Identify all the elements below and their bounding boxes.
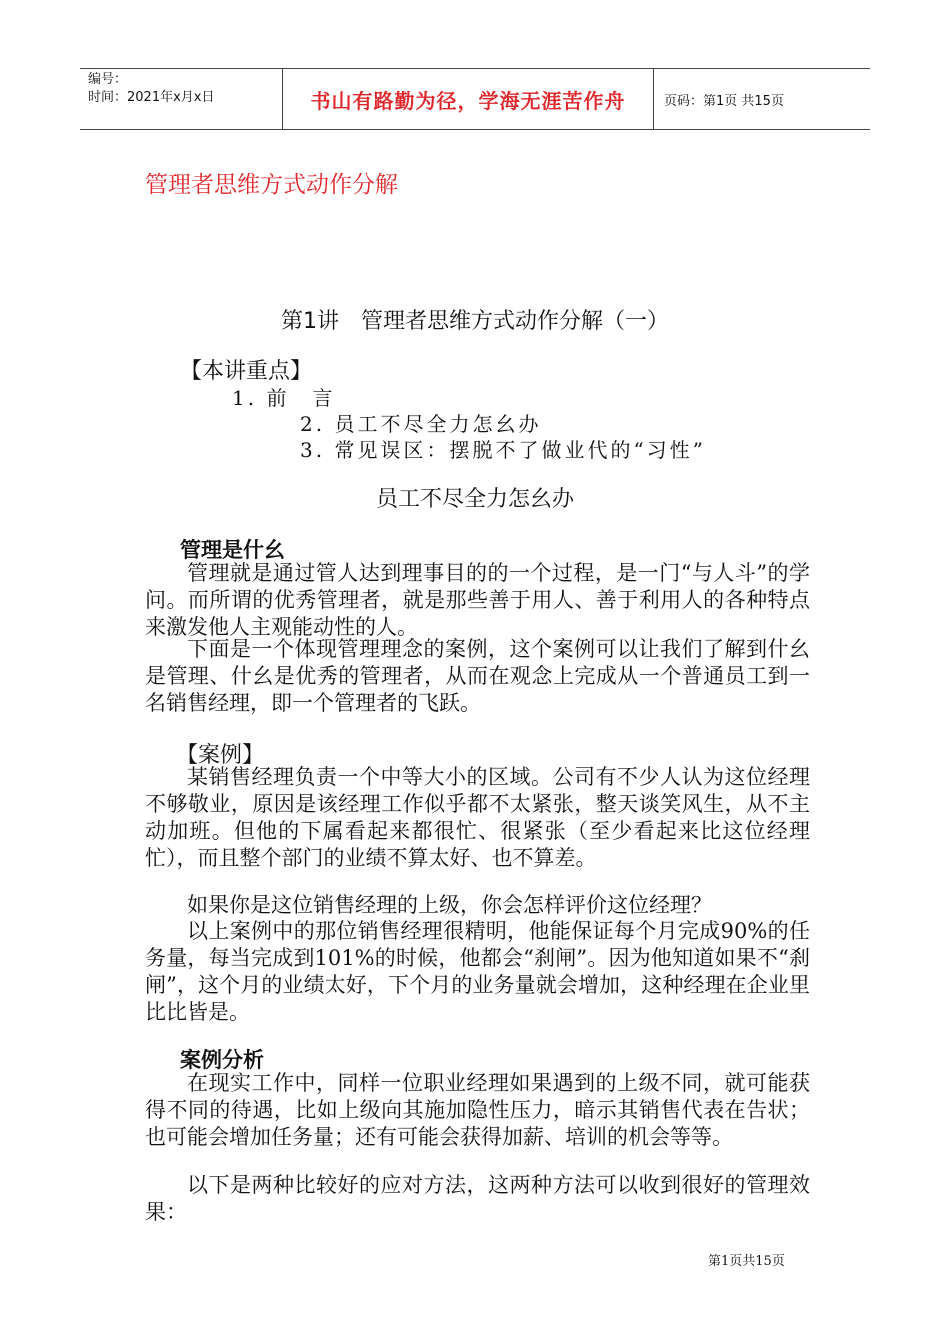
lecture-title: 第1讲 管理者思维方式动作分解（一）: [281, 309, 669, 334]
document-title: 管理者思维方式动作分解: [145, 172, 398, 198]
header-meta: [80, 69, 282, 129]
case-paragraph-1: 某销售经理负责一个中等大小的区域。公司有不少人认为这位经理不够敬业，原因是该经理工作似乎都不太紧张，整天谈笑风生，从不主动加班。但他的下属看起来都很忙、很紧张（至少看起来比这位经理忙），而且整个部门的业绩不算太好、也不算差。: [145, 765, 810, 870]
page-footer: 第1页共15页: [708, 1254, 785, 1269]
analysis-paragraph-1: 在现实工作中，同样一位职业经理如果遇到的上级不同，就可能获得不同的待遇，比如上级向其施加隐性压力，暗示其销售代表在告状；也可能会增加任务量；还有可能会获得加薪、培训的机会等等。: [145, 1071, 810, 1149]
focus-heading: 【本讲重点】: [180, 359, 313, 384]
header-number: 编号：: [88, 72, 128, 87]
focus-item-3: 3. 常见误区：摆脱不了做业代的“习性”: [300, 438, 706, 462]
management-paragraph-1: 管理就是通过管人达到理事目的的一个过程，是一门“与人斗”的学问。而所谓的优秀管理者，就是那些善于用人、善于利用人的各种特点来激发他人主观能动性的人。: [145, 561, 810, 639]
management-heading: 管理是什幺: [180, 538, 285, 562]
focus-item-2: 2. 员工不尽全力怎幺办: [300, 412, 542, 436]
header-page: 页码：第1页 共15页: [664, 93, 784, 109]
case-heading: 【案例】: [176, 743, 265, 768]
analysis-heading: 案例分析: [180, 1048, 264, 1072]
case-paragraph-3: 以上案例中的那位销售经理很精明，他能保证每个月完成90%的任务量，每当完成到101%的时候，他都会“刹闸”。因为他知道如果不“刹闸”，这个月的业绩太好，下个月的业务量就会增加，这种经理在企业里比比皆是。: [145, 919, 810, 1024]
header-motto: 书山有路勤为径，学海无涯苦作舟: [282, 69, 654, 129]
case-paragraph-2: 如果你是这位销售经理的上级，你会怎样评价这位经理？: [187, 893, 712, 917]
analysis-paragraph-2: 以下是两种比较好的应对方法，这两种方法可以收到很好的管理效果：: [145, 1173, 810, 1224]
page-header: [80, 68, 870, 130]
section-title: 员工不尽全力怎幺办: [375, 487, 574, 512]
management-paragraph-2: 下面是一个体现管理理念的案例，这个案例可以让我们了解到什幺是管理、什幺是优秀的管理者，从而在观念上完成从一个普通员工到一名销售经理，即一个管理者的飞跃。: [145, 637, 810, 715]
header-time: 时间：2021年x月x日: [88, 90, 215, 105]
focus-item-1: 1. 前 言: [232, 386, 336, 410]
